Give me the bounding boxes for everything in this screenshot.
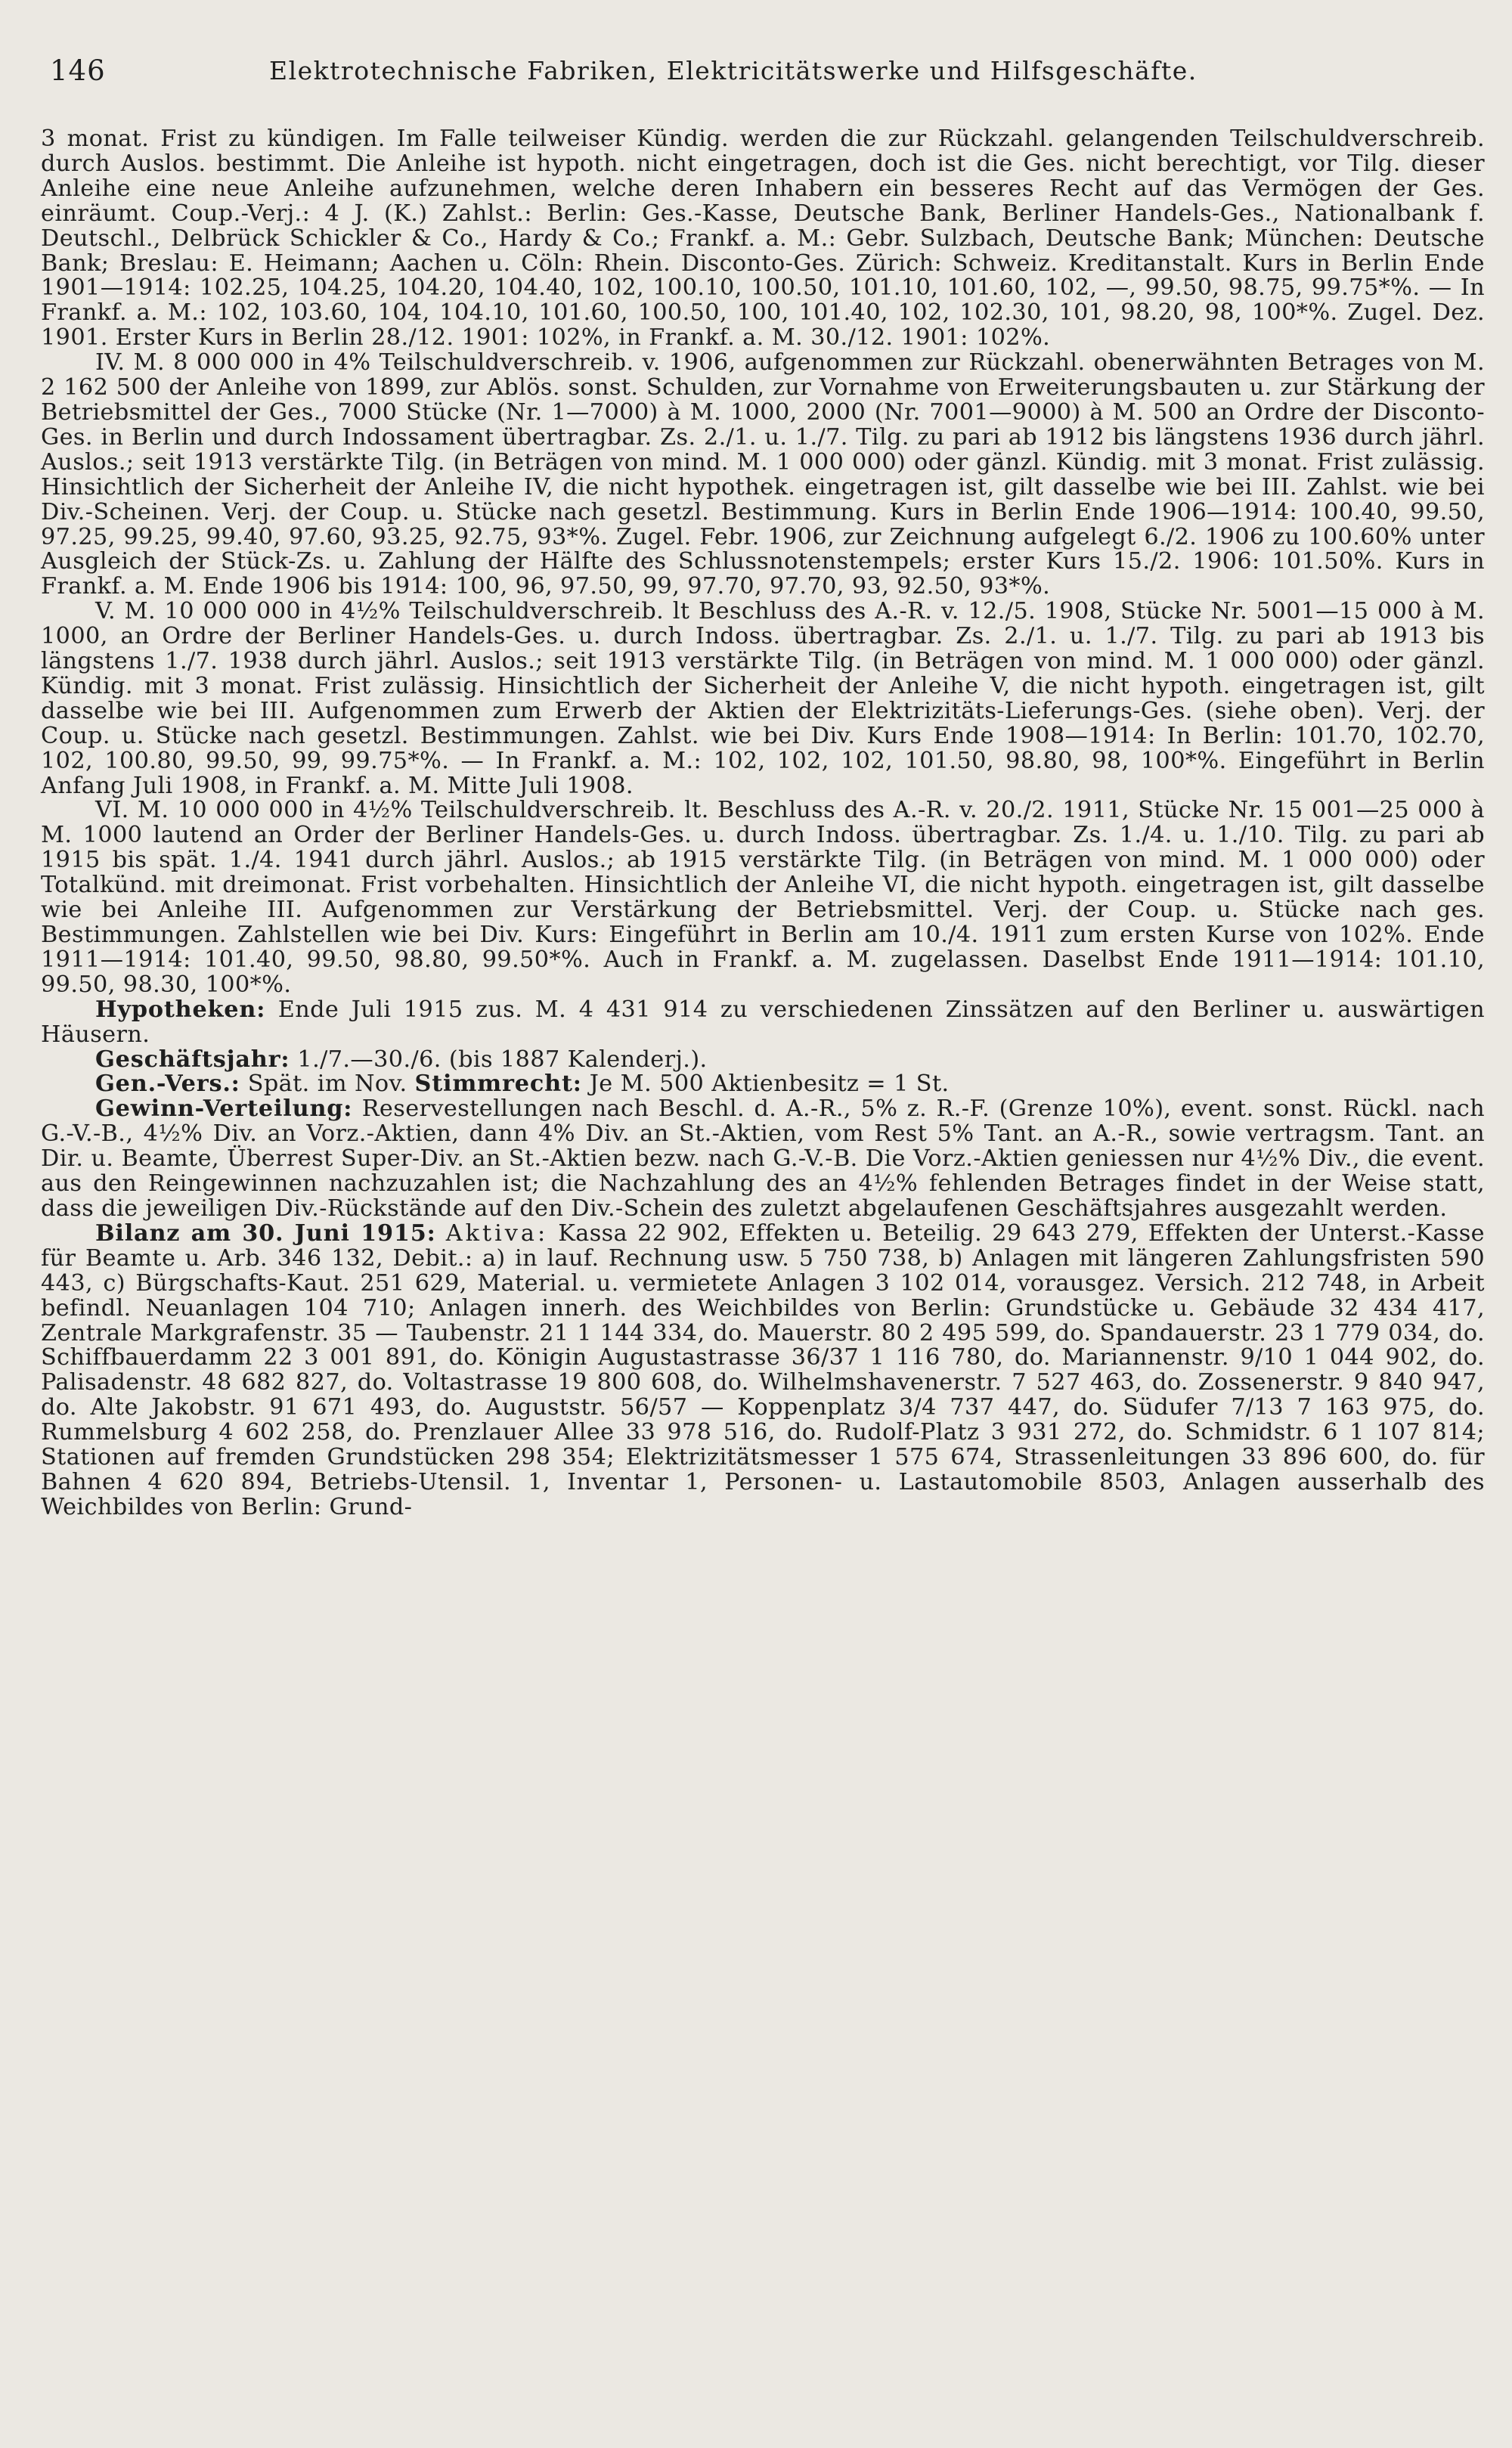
label-aktiva: Aktiva: <box>445 1219 549 1247</box>
paragraph-anleihe-vi: VI. M. 10 000 000 in 4½% Teilschuldverschreib. lt. Beschluss des A.-R. v. 20./2. 1911, Stücke Nr. 15 001—25 000 à M. 1000 lautend an Order der Berliner Handels-Ges. u. durch Indoss. übertragbar. Zs. 1./4. u. 1./10. Tilg. zu pari ab 1915 bis spät. 1./4. 1941 durch jährl. Auslos.; ab 1915 verstärkte Tilg. (in Beträgen von mind. M. 1 000 000) oder Totalkünd. mit dreimonat. Frist vorbehalten. Hinsichtlich der Anleihe VI, die nicht hypoth. eingetragen ist, gilt dasselbe wie bei Anleihe III. Aufgenommen zur Verstärkung der Betriebsmittel. Verj. der Coup. u. Stücke nach ges. Bestimmungen. Zahlstellen wie bei Div. Kurs: Eingeführt in Berlin am 10./4. 1911 zum ersten Kurse von 102%. Ende 1911—1914: 101.40, 99.50, 98.80, 99.50*%. Auch in Frankf. a. M. zugelassen. Daselbst Ende 1911—1914: 101.10, 99.50, 98.30, 100*%. <box>41 797 1485 998</box>
label-hypotheken: Hypotheken: <box>95 996 266 1023</box>
text-gen-vers: Spät. im Nov. <box>247 1071 407 1098</box>
text-hypotheken: Ende Juli 1915 zus. M. 4 431 914 zu verschiedenen Zinssätzen auf den Berliner u. auswärtigen Häusern. <box>41 996 1485 1048</box>
body-text <box>41 127 1485 1520</box>
paragraph-gen-vers <box>41 1072 1485 1097</box>
label-gewinn-verteilung: Gewinn-Verteilung: <box>95 1095 353 1123</box>
paragraph-geschaeftsjahr <box>41 1048 1485 1073</box>
text-gewinn-verteilung: Reservestellungen nach Beschl. d. A.-R., 5% z. R.-F. (Grenze 10%), event. sonst. Rückl. nach G.-V.-B., 4½% Div. an Vorz.-Aktien, dann 4% Div. an St.-Aktien, vom Rest 5% Tant. an A.-R., sowie vertragsm. Tant. an Dir. u. Beamte, Überrest Super-Div. an St.-Aktien bezw. nach G.-V.-B. Die Vorz.-Aktien geniessen nur 4½% Div., die event. aus den Reingewinnen nachzuzahlen ist; die Nachzahlung des an 4½% fehlenden Betrages findet in der Weise statt, dass die jeweiligen Div.-Rückstände auf den Div.-Schein des zuletzt abgelaufenen Geschäftsjahres ausgezahlt werden. <box>41 1095 1486 1222</box>
paragraph-bilanz <box>41 1219 1486 1520</box>
paragraph-anleihe-iii-continued: 3 monat. Frist zu kündigen. Im Falle teilweiser Kündig. werden die zur Rückzahl. gelangenden Teilschuldverschreib. durch Auslos. bestimmt. Die Anleihe ist hypoth. nicht eingetragen, doch ist die Ges. nicht berechtigt, vor Tilg. dieser Anleihe eine neue Anleihe aufzunehmen, welche deren Inhabern ein besseres Recht auf das Vermögen der Ges. einräumt. Coup.-Verj.: 4 J. (K.) Zahlst.: Berlin: Ges.-Kasse, Deutsche Bank, Berliner Handels-Ges., Nationalbank f. Deutschl., Delbrück Schickler & Co., Hardy & Co.; Frankf. a. M.: Gebr. Sulzbach, Deutsche Bank; München: Deutsche Bank; Breslau: E. Heimann; Aachen u. Cöln: Rhein. Disconto-Ges. Zürich: Schweiz. Kreditanstalt. Kurs in Berlin Ende 1901—1914: 102.25, 104.25, 104.20, 104.40, 102, 100.10, 100.50, 101.10, 101.60, 102, —, 99.50, 98.75, 99.75*%. — In Frankf. a. M.: 102, 103.60, 104, 104.10, 101.60, 100.50, 100, 101.40, 102, 102.30, 101, 98.20, 98, 100*%. Zugel. Dez. 1901. Erster Kurs in Berlin 28./12. 1901: 102%, in Frankf. a. M. 30./12. 1901: 102%. <box>41 125 1485 352</box>
page-number: 146 <box>50 54 106 87</box>
paragraph-gewinn-verteilung <box>41 1097 1485 1222</box>
text-bilanz: Kassa 22 902, Effekten u. Beteilig. 29 643 279, Effekten der Unterst.-Kasse für Beamte u. Arb. 346 132, Debit.: a) in lauf. Rechnung usw. 5 750 738, b) Anlagen mit längeren Zahlungsfristen 590 443, c) Bürgschafts-Kaut. 251 629, Material. u. vermietete Anlagen 3 102 014, vorausgez. Versich. 212 748, in Arbeit befindl. Neuanlagen 104 710; Anlagen innerh. des Weichbildes von Berlin: Grundstücke u. Gebäude 32 434 417, Zentrale Markgrafenstr. 35 — Taubenstr. 21 1 144 334, do. Mauerstr. 80 2 495 599, do. Spandauerstr. 23 1 779 034, do. Schiffbauerdamm 22 3 001 891, do. Königin Augustastrasse 36/37 1 116 780, do. Mariannenstr. 9/10 1 044 902, do. Palisadenstr. 48 682 827, do. Voltastrasse 19 800 608, do. Wilhelmshavenerstr. 7 527 463, do. Zossenerstr. 9 840 947, do. Alte Jakobstr. 91 671 493, do. Auguststr. 56/57 — Koppenplatz 3/4 737 447, do. Südufer 7/13 7 163 975, do. Rummelsburg 4 602 258, do. Prenzlauer Allee 33 978 516, do. Rudolf-Platz 3 931 272, do. Schmidstr. 6 1 107 814; Stationen auf fremden Grundstücken 298 354; Elektrizitätsmesser 1 575 674, Strassenleitungen 33 896 600, do. für Bahnen 4 620 894, Betriebs-Utensil. 1, Inventar 1, Personen- u. Lastautomobile 8503, Anlagen ausserhalb des Weichbildes von Berlin: Grund- <box>41 1219 1486 1520</box>
label-gen-vers: Gen.-Vers.: <box>95 1071 240 1098</box>
label-bilanz: Bilanz am 30. Juni 1915: <box>95 1219 436 1247</box>
page-header <box>50 47 1471 92</box>
text-stimmrecht: Je M. 500 Aktienbesitz = 1 St. <box>589 1071 950 1098</box>
running-title: Elektrotechnische Fabriken, Elektricitätswerke und Hilfsgeschäfte. <box>269 56 1198 85</box>
label-stimmrecht: Stimmrecht: <box>414 1071 582 1098</box>
label-geschaeftsjahr: Geschäftsjahr: <box>95 1046 290 1073</box>
paragraph-hypotheken <box>41 998 1485 1048</box>
paragraph-anleihe-v: V. M. 10 000 000 in 4½% Teilschuldverschreib. lt Beschluss des A.-R. v. 12./5. 1908, Stücke Nr. 5001—15 000 à M. 1000, an Ordre der Berliner Handels-Ges. u. durch Indoss. übertragbar. Zs. 2./1. u. 1./7. Tilg. zu pari ab 1913 bis längstens 1./7. 1938 durch jährl. Auslos.; seit 1913 verstärkte Tilg. (in Beträgen von mind. M. 1 000 000) oder gänzl. Kündig. mit 3 monat. Frist zulässig. Hinsichtlich der Sicherheit der Anleihe V, die nicht hypoth. eingetragen ist, gilt dasselbe wie bei III. Aufgenommen zum Erwerb der Aktien der Elektrizitäts-Lieferungs-Ges. (siehe oben). Verj. der Coup. u. Stücke nach gesetzl. Bestimmungen. Zahlst. wie bei Div. Kurs Ende 1908—1914: In Berlin: 101.70, 102.70, 102, 100.80, 99.50, 99, 99.75*%. — In Frankf. a. M.: 102, 102, 102, 101.50, 98.80, 98, 100*%. Eingeführt in Berlin Anfang Juli 1908, in Frankf. a. M. Mitte Juli 1908. <box>41 598 1485 799</box>
paragraph-anleihe-iv: IV. M. 8 000 000 in 4% Teilschuldverschreib. v. 1906, aufgenommen zur Rückzahl. obenerwähnten Betrages von M. 2 162 500 der Anleihe von 1899, zur Ablös. sonst. Schulden, zur Vornahme von Erweiterungsbauten u. zur Stärkung der Betriebsmittel der Ges., 7000 Stücke (Nr. 1—7000) à M. 1000, 2000 (Nr. 7001—9000) à M. 500 an Ordre der Disconto-Ges. in Berlin und durch Indossament übertragbar. Zs. 2./1. u. 1./7. Tilg. zu pari ab 1912 bis längstens 1936 durch jährl. Auslos.; seit 1913 verstärkte Tilg. (in Beträgen von mind. M. 1 000 000) oder gänzl. Kündig. mit 3 monat. Frist zulässig. Hinsichtlich der Sicherheit der Anleihe IV, die nicht hypothek. eingetragen ist, gilt dasselbe wie bei III. Zahlst. wie bei Div.-Scheinen. Verj. der Coup. u. Stücke nach gesetzl. Bestimmung. Kurs in Berlin Ende 1906—1914: 100.40, 99.50, 97.25, 99.25, 99.40, 97.60, 93.25, 92.75, 93*%. Zugel. Febr. 1906, zur Zeichnung aufgelegt 6./2. 1906 zu 100.60% unter Ausgleich der Stück-Zs. u. Zahlung der Hälfte des Schlussnotenstempels; erster Kurs 15./2. 1906: 101.50%. Kurs in Frankf. a. M. Ende 1906 bis 1914: 100, 96, 97.50, 99, 97.70, 97.70, 93, 92.50, 93*%. <box>41 349 1485 600</box>
text-geschaeftsjahr: 1./7.—30./6. (bis 1887 Kalenderj.). <box>297 1046 708 1073</box>
